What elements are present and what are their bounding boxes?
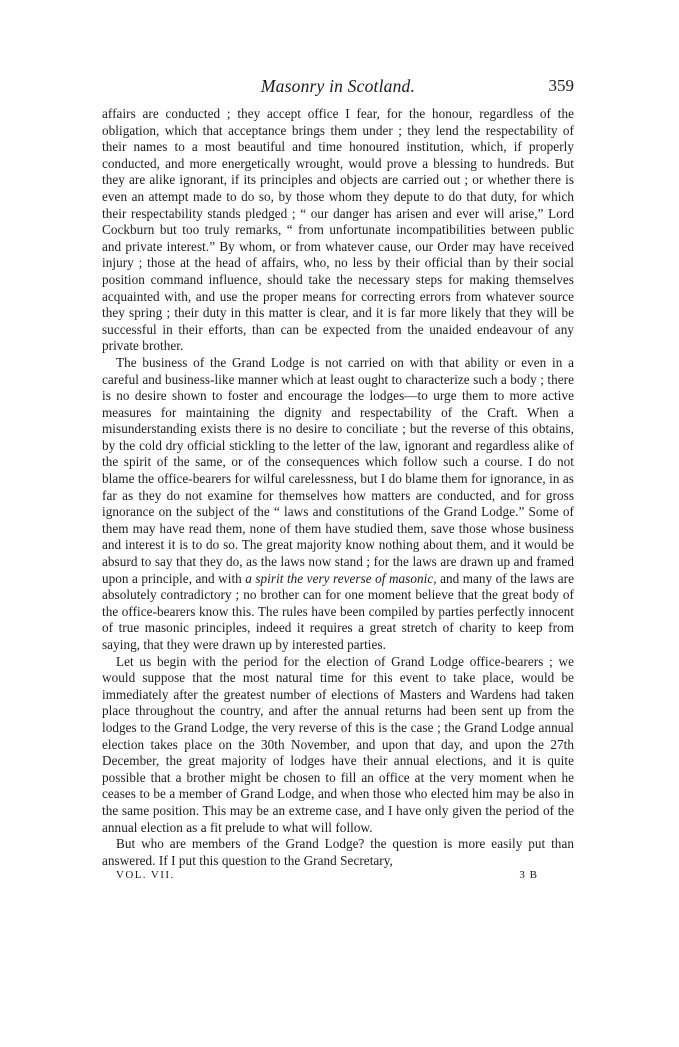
page-footer [102,869,574,885]
paragraph-4: But who are members of the Grand Lodge? the question is more easily put than answered. If I put this question to the Grand Secretary, [102,836,574,868]
body-text [102,106,574,869]
paragraph-1: affairs are conducted ; they accept office I fear, for the honour, regardless of the obligation, which that acceptance brings them under ; they lend the respectability of their names to a most beautiful and time honoured institution, which, if properly conducted, and more energetically wrought, would prove a blessing to hundreds. But they are alike ignorant, if its principles and objects are carried out ; or whether there is even an attempt made to do so, by those whom they depute to do that duty, for which their respectability stands pledged ; “ our danger has arisen and ever will arise,” Lord Cockburn but too truly remarks, “ from unfortunate incompatibilities between public and private interest.” By whom, or from whatever cause, our Order may have received injury ; those at the head of affairs, who, no less by their official than by their social position command influence, should take the necessary steps for making themselves acquainted with, and use the proper means for correcting errors from whatever source they spring ; their duty in this matter is clear, and it is far more likely that they will be successful in their efforts, than can be expected from the unaided endeavour of any private brother. [102,106,574,354]
signature-mark: 3 B [519,869,538,882]
paragraph-2-emphasis: a spirit the very reverse of masonic, [245,570,437,586]
paragraph-2-text-end: and many of the laws are absolutely contradictory ; no brother can for one moment believe that the great body of the office-bearers know this. The rules have been compiled by parties perfectly innocent of true masonic principles, indeed it requires a great stretch of charity to keep from saying, that they were drawn up by interested parties. [102,570,574,652]
book-page [102,76,574,885]
paragraph-2-text: The business of the Grand Lodge is not carried on with that ability or even in a careful and business-like manner which at least ought to characterize such a body ; there is no desire shown to foster and encourage the lodges—to urge them to more active measures for maintaining the dignity and respectability of the Craft. When a misunderstanding exists there is no desire to conciliate ; but the reverse of this obtains, by the cold dry official stickling to the letter of the law, ignorant and regardless alike of the spirit of the same, or of the consequences which follow such a course. I do not blame the office-bearers for wilful carelessness, but I do blame them for ignorance, in as far as they do not examine for themselves how matters are conducted, and for gross ignorance on the subject of the “ laws and constitutions of the Grand Lodge.” Some of them may have read them, none of them have studied them, save those whose business and interest it is to do so. The great majority know nothing about them, and it would be absurd to say that they do, as the laws now stand ; for the laws are drawn up and framed upon a principle, and with [102,354,574,586]
paragraph-2 [102,355,574,654]
page-number: 359 [548,76,574,95]
running-title: Masonry in Scotland. [260,76,416,96]
running-head [102,76,574,102]
volume-number: VOL. VII. [116,869,175,882]
paragraph-3: Let us begin with the period for the election of Grand Lodge office-bearers ; we would suppose that the most natural time for this event to take place, would be immediately after the greatest number of elections of Masters and Wardens had taken place throughout the country, and after the annual returns had been sent up from the lodges to the Grand Lodge, the very reverse of this is the case ; the Grand Lodge annual election takes place on the 30th November, and upon that day, and upon the 27th December, the great majority of lodges have their annual elections, and it is quite possible that a brother might be chosen to fill an office at the very moment when he ceases to be a member of Grand Lodge, and when those who elected him may be also in the same position. This may be an extreme case, and I have only given the period of the annual election as a fit prelude to what will follow. [102,653,574,835]
